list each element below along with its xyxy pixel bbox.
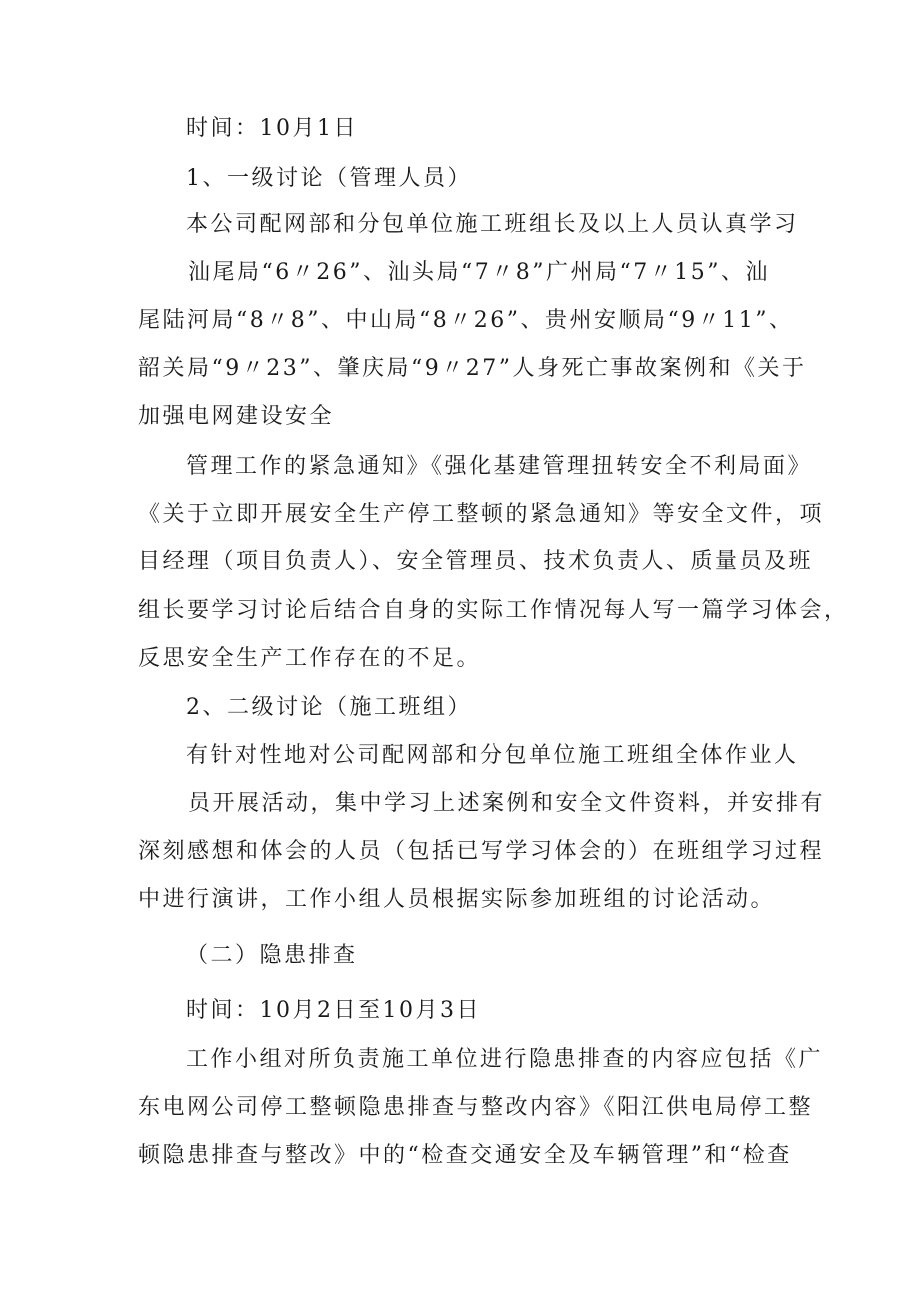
text-line: 组长要学习讨论后结合自身的实际工作情况每人写一篇学习体会， [138,598,849,623]
text-line-heading-level2: 2、二级讨论（施工班组） [186,695,472,720]
text-line-heading-level1: 1、一级讨论（管理人员） [186,166,472,191]
text-line-date-2: 时间：10月2日至10月3日 [186,998,481,1023]
text-line: 本公司配网部和分包单位施工班组长及以上人员认真学习 [186,212,799,237]
text-line: 加强电网建设安全 [138,404,335,429]
text-line: 东电网公司停工整顿隐患排查与整改内容》《阳江供电局停工整 [138,1095,814,1120]
text-line-date-1: 时间：10月1日 [186,116,358,141]
text-line: 顿隐患排查与整改》中的“检查交通安全及车辆管理”和“检查 [138,1143,792,1168]
text-line: 尾陆河局“8〃8”、中山局“8〃26”、贵州安顺局“9〃11”、 [138,308,794,333]
text-line: 韶关局“9〃23”、肇庆局“9〃27”人身死亡事故案例和《关于 [138,356,807,381]
text-line: 管理工作的紧急通知》《强化基建管理扭转安全不利局面》 [186,454,813,479]
text-line: 工作小组对所负责施工单位进行隐患排查的内容应包括《广 [186,1047,824,1072]
section-heading: （二）隐患排查 [186,943,358,968]
text-line: 有针对性地对公司配网部和分包单位施工班组全体作业人 [186,743,799,768]
text-line: 反思安全生产工作存在的不足。 [138,646,482,671]
text-line: 《关于立即开展安全生产停工整顿的紧急通知》等安全文件，项 [138,502,825,527]
text-line: 员开展活动，集中学习上述案例和安全文件资料，并安排有 [188,791,826,816]
text-line: 中进行演讲，工作小组人员根据实际参加班组的讨论活动。 [138,887,776,912]
text-line: 目经理（项目负责人）、安全管理员、技术负责人、质量员及班 [138,549,814,574]
text-line: 深刻感想和体会的人员（包括已写学习体会的）在班组学习过程 [138,839,825,864]
text-line: 汕尾局“6〃26”、汕头局“7〃8”广州局“7〃15”、汕 [188,260,770,285]
